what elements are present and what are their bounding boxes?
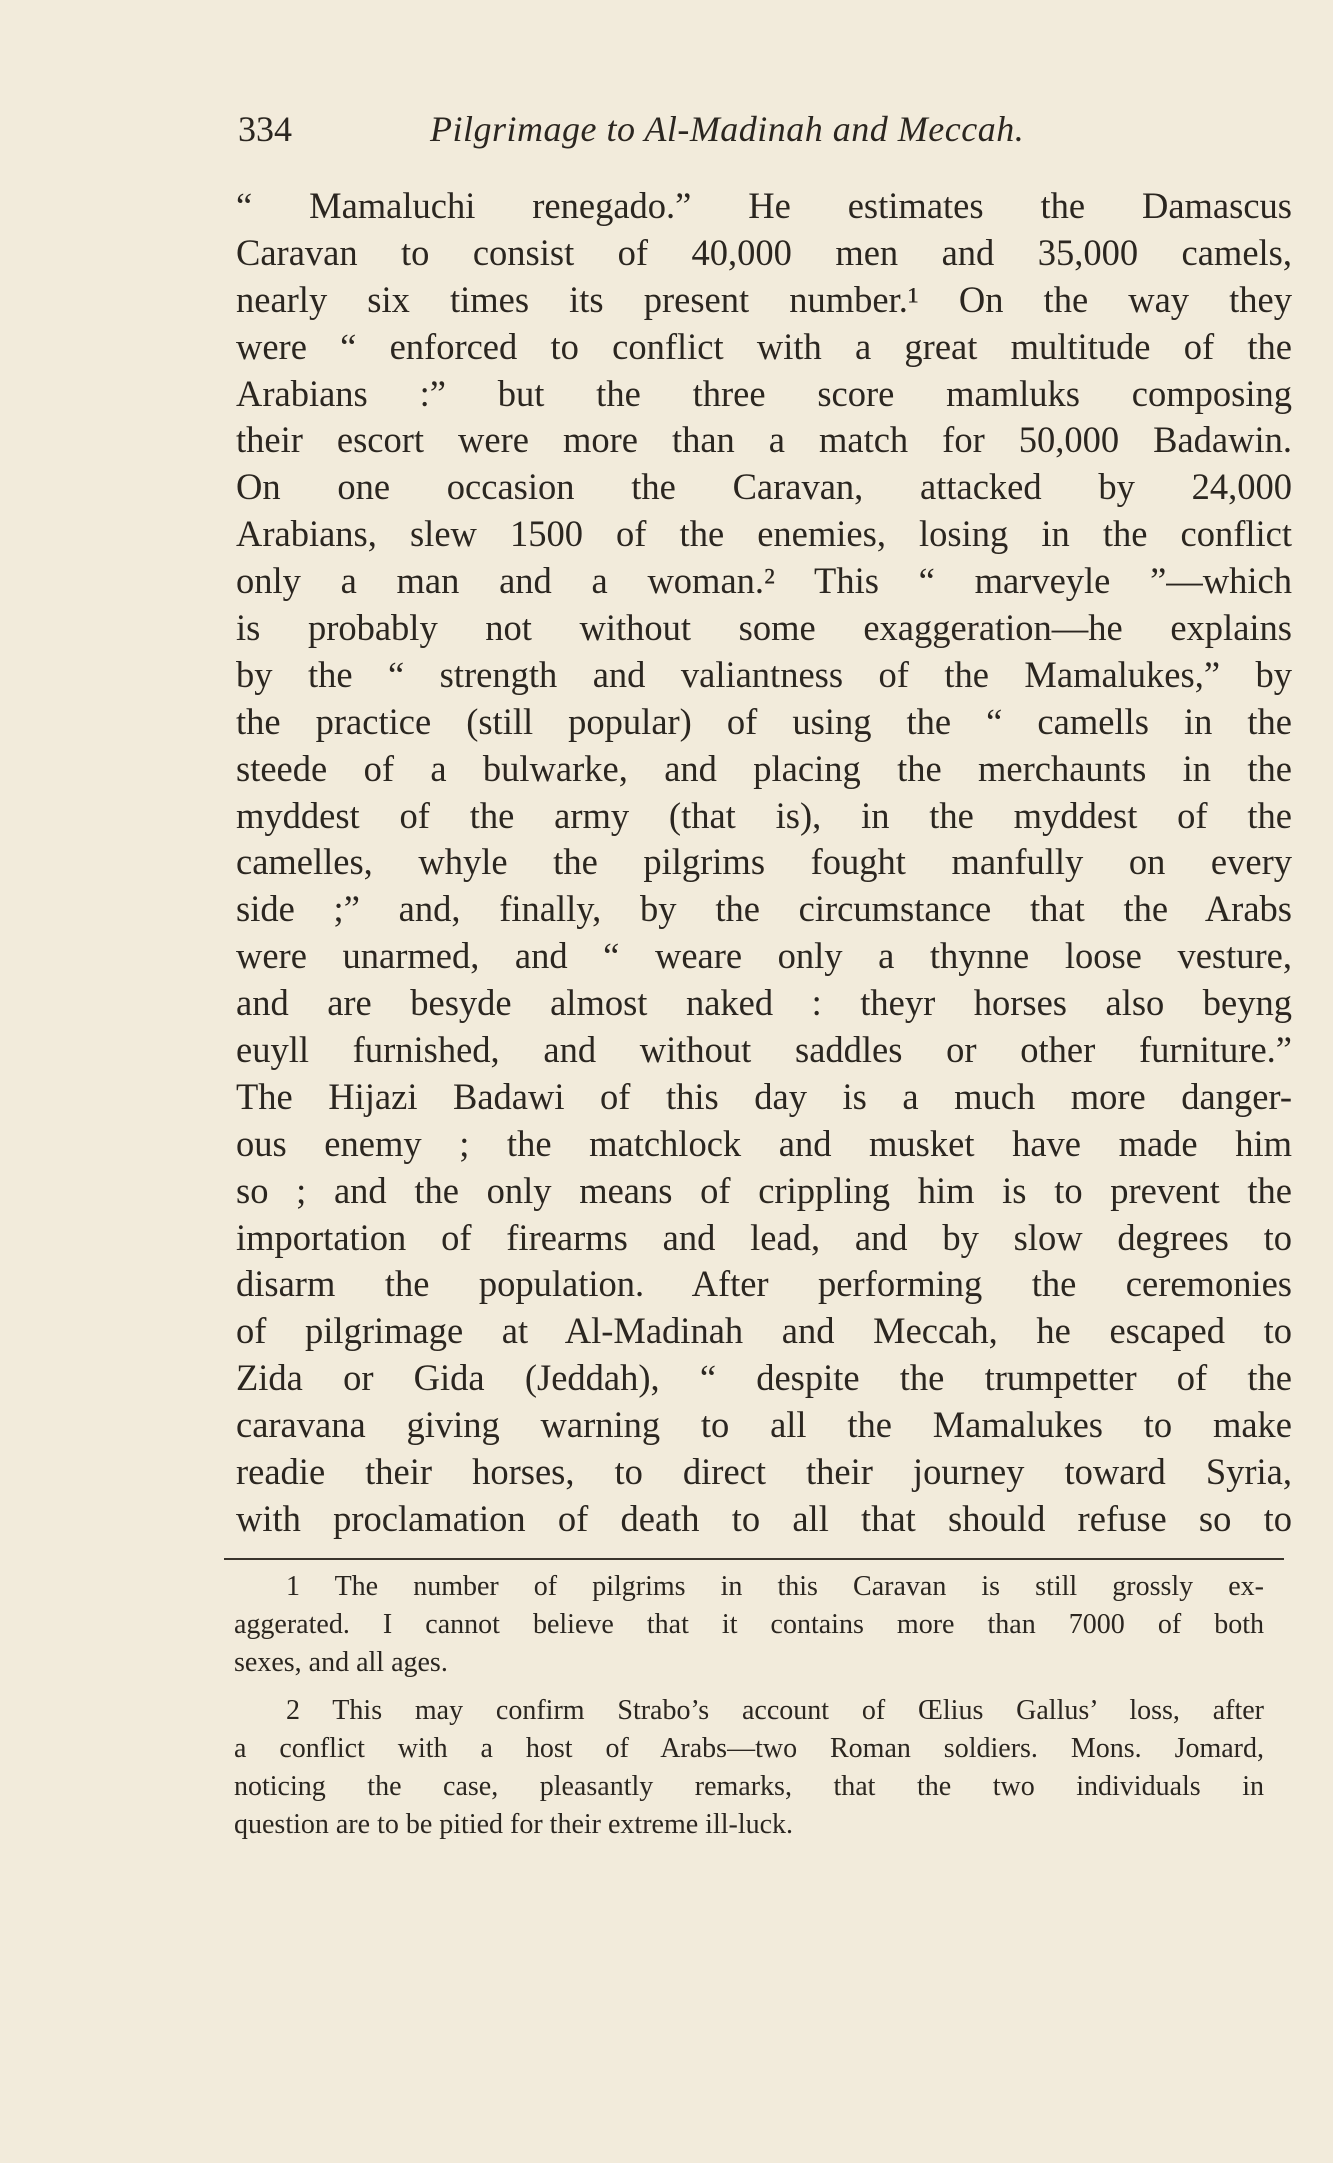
footnote-line: a conflict with a host of Arabs—two Roman soldiers. Mons. Jomard,	[234, 1733, 1264, 1764]
footnote-divider	[224, 1558, 1284, 1560]
body-line: On one occasion the Caravan, attacked by 24,000	[236, 466, 1292, 508]
page-header	[238, 108, 1278, 158]
body-line: Caravan to consist of 40,000 men and 35,000 camels,	[236, 231, 1292, 273]
body-line: camelles, whyle the pilgrims fought manfully on every	[236, 841, 1292, 883]
footnotes	[234, 1568, 1264, 1844]
body-line: readie their horses, to direct their journey toward Syria,	[236, 1451, 1292, 1493]
body-line: euyll furnished, and without saddles or other furniture.”	[236, 1029, 1292, 1071]
body-line: the practice (still popular) of using the “ camells in the	[236, 700, 1292, 742]
body-line: caravana giving warning to all the Mamalukes to make	[236, 1404, 1292, 1446]
footnote-line: aggerated. I cannot believe that it contains more than 7000 of both	[234, 1609, 1264, 1640]
body-line: only a man and a woman.² This “ marveyle ”—which	[236, 560, 1292, 602]
body-line: were unarmed, and “ weare only a thynne loose vesture,	[236, 935, 1292, 977]
body-line: and are besyde almost naked : theyr horses also beyng	[236, 982, 1292, 1024]
body-line: by the “ strength and valiantness of the Mamalukes,” by	[236, 653, 1292, 695]
body-line: disarm the population. After performing the ceremonies	[236, 1263, 1292, 1305]
footnote	[234, 1692, 1264, 1844]
body-line: steede of a bulwarke, and placing the merchaunts in the	[236, 747, 1292, 789]
body-line: myddest of the army (that is), in the myddest of the	[236, 794, 1292, 836]
body-line: ous enemy ; the matchlock and musket have made him	[236, 1122, 1292, 1164]
body-line: so ; and the only means of crippling him is to prevent the	[236, 1169, 1292, 1211]
body-text	[236, 183, 1292, 1543]
body-line: Arabians :” but the three score mamluks composing	[236, 372, 1292, 414]
body-line: Arabians, slew 1500 of the enemies, losing in the conflict	[236, 513, 1292, 555]
body-line: with proclamation of death to all that should refuse so to	[236, 1497, 1292, 1539]
body-line: importation of firearms and lead, and by slow degrees to	[236, 1216, 1292, 1258]
body-line: is probably not without some exaggeration—he explains	[236, 607, 1292, 649]
footnote-line: 2 This may confirm Strabo’s account of Œlius Gallus’ loss, after	[286, 1695, 1264, 1726]
body-line: side ;” and, finally, by the circumstance that the Arabs	[236, 888, 1292, 930]
footnote-spacer	[234, 1682, 1264, 1692]
running-title: Pilgrimage to Al-Madinah and Meccah.	[430, 109, 1025, 149]
footnote	[234, 1568, 1264, 1682]
footnote-line: sexes, and all ages.	[234, 1647, 448, 1678]
body-line: their escort were more than a match for 50,000 Badawin.	[236, 419, 1292, 461]
footnote-line: noticing the case, pleasantly remarks, that the two individuals in	[234, 1771, 1264, 1802]
body-line: nearly six times its present number.¹ On the way they	[236, 278, 1292, 320]
footnote-line: 1 The number of pilgrims in this Caravan is still grossly ex-	[286, 1571, 1264, 1602]
body-line: of pilgrimage at Al-Madinah and Meccah, he escaped to	[236, 1310, 1292, 1352]
body-line: The Hijazi Badawi of this day is a much more danger-	[236, 1075, 1292, 1117]
body-line: Zida or Gida (Jeddah), “ despite the trumpetter of the	[236, 1357, 1292, 1399]
page-number: 334	[238, 109, 292, 149]
footnote-line: question are to be pitied for their extreme ill-luck.	[234, 1809, 794, 1840]
body-line: were “ enforced to conflict with a great multitude of the	[236, 325, 1292, 367]
body-line: “ Mamaluchi renegado.” He estimates the Damascus	[236, 185, 1292, 226]
